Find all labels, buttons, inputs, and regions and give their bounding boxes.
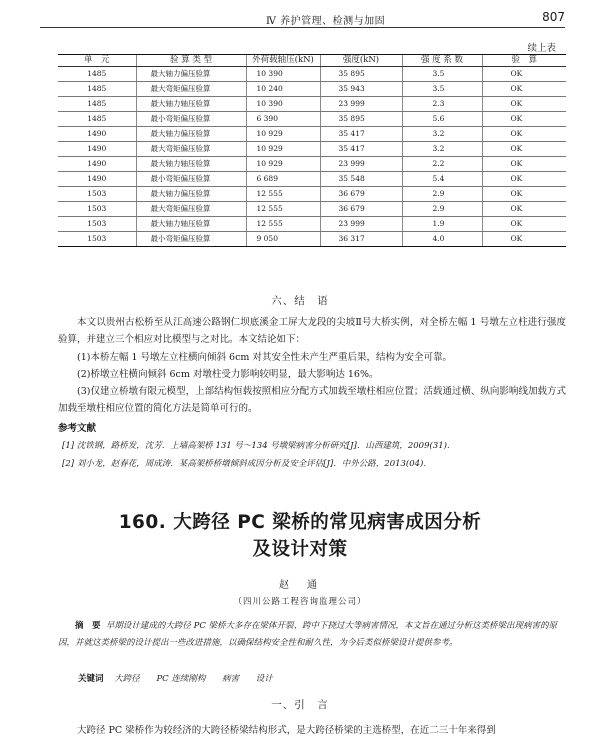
table-row bbox=[58, 172, 566, 187]
cell-unit: 1490 bbox=[58, 127, 136, 142]
keyword: 病害 bbox=[222, 674, 240, 684]
table-row bbox=[58, 187, 566, 202]
article-affiliation: （四川公路工程咨询监理公司） bbox=[233, 597, 367, 607]
cell-axial-load: 12 555 bbox=[246, 187, 320, 202]
article-title-line-1: 160. 大跨径 PC 梁桥的常见病害成因分析 bbox=[118, 512, 482, 533]
page-header bbox=[40, 8, 565, 28]
cell-strength-coef: 2.3 bbox=[402, 97, 482, 112]
cell-result: OK bbox=[482, 232, 566, 247]
col-header-result: 验 算 bbox=[482, 55, 566, 67]
cell-strength-coef: 3.5 bbox=[402, 82, 482, 97]
cell-strength: 36 679 bbox=[320, 202, 402, 217]
cell-unit: 1485 bbox=[58, 112, 136, 127]
cell-unit: 1490 bbox=[58, 142, 136, 157]
col-header-strength: 强度(kN) bbox=[320, 55, 402, 67]
abstract-text: 早期设计建成的大跨径 PC 梁桥大多存在梁体开裂、跨中下挠过大等病害情况，本文旨在通过分析这类桥梁出现病害的原因，并就这类桥梁的设计提出一些改进措施，以确保结构安全性和耐久性，为今后类似桥梁设计提供参考。 bbox=[58, 621, 558, 648]
cell-check-type: 最大弯矩偏压验算 bbox=[136, 142, 246, 157]
cell-result: OK bbox=[482, 187, 566, 202]
cell-check-type: 最小弯矩偏压验算 bbox=[136, 232, 246, 247]
cell-unit: 1485 bbox=[58, 82, 136, 97]
table-row bbox=[58, 202, 566, 217]
abstract-label: 摘 要 bbox=[75, 621, 101, 631]
cell-unit: 1503 bbox=[58, 217, 136, 232]
cell-check-type: 最大轴力轴压验算 bbox=[136, 157, 246, 172]
cell-check-type: 最小弯矩偏压验算 bbox=[136, 112, 246, 127]
cell-unit: 1503 bbox=[58, 232, 136, 247]
cell-check-type: 最大轴力偏压验算 bbox=[136, 67, 246, 82]
table-row bbox=[58, 142, 566, 157]
table-row bbox=[58, 97, 566, 112]
cell-strength-coef: 3.5 bbox=[402, 67, 482, 82]
cell-result: OK bbox=[482, 127, 566, 142]
table-row bbox=[58, 232, 566, 247]
conclusion-point-3: (3)仅建立桥墩有限元模型，上部结构恒载按照相应分配方式加载至墩柱相应位置；活载通过横、纵向影响线加载方式加载至墩柱相应位置的简化方法是简单可行的。 bbox=[58, 386, 566, 414]
cell-check-type: 最大轴力轴压验算 bbox=[136, 217, 246, 232]
cell-strength: 36 679 bbox=[320, 187, 402, 202]
keyword: 大跨径 bbox=[114, 674, 140, 684]
check-results-table bbox=[58, 54, 566, 247]
reference-item-1: [1] 沈铁钢，路桥发，沈芳．上墙高架桥 131 号～134 号墩梁病害分析研究[J]．山西建筑，2009(31)． bbox=[62, 441, 456, 451]
col-header-unit: 单 元 bbox=[58, 55, 136, 67]
cell-axial-load: 12 555 bbox=[246, 202, 320, 217]
table-header-row bbox=[58, 55, 566, 67]
cell-strength-coef: 3.2 bbox=[402, 127, 482, 142]
conclusion-heading: 六、结 语 bbox=[271, 295, 329, 307]
cell-result: OK bbox=[482, 217, 566, 232]
article-abstract bbox=[58, 618, 566, 652]
introduction-heading: 一、引 言 bbox=[271, 699, 329, 711]
cell-strength-coef: 5.4 bbox=[402, 172, 482, 187]
cell-unit: 1503 bbox=[58, 187, 136, 202]
cell-axial-load: 10 929 bbox=[246, 157, 320, 172]
cell-result: OK bbox=[482, 112, 566, 127]
keywords-label: 关键词 bbox=[78, 674, 104, 684]
cell-result: OK bbox=[482, 172, 566, 187]
cell-result: OK bbox=[482, 97, 566, 112]
cell-strength-coef: 2.9 bbox=[402, 202, 482, 217]
cell-check-type: 最小弯矩偏压验算 bbox=[136, 172, 246, 187]
table-row bbox=[58, 112, 566, 127]
conclusion-intro: 本文以贵州古松桥至从江高速公路钢仁坝底溪金工屏大龙段的尖坡Ⅱ号大桥实例，对全桥左幅 1 号墩左立柱进行强度验算，并建立三个相应对比模型与之对比。本文结论如下： bbox=[58, 317, 566, 345]
table-row bbox=[58, 82, 566, 97]
cell-strength-coef: 2.9 bbox=[402, 187, 482, 202]
conclusion-point-2: (2)桥墩立柱横向倾斜 6cm 对墩柱受力影响较明显，最大影响达 16%。 bbox=[77, 369, 379, 380]
cell-unit: 1503 bbox=[58, 202, 136, 217]
article-title-line-2: 及设计对策 bbox=[252, 539, 348, 560]
cell-axial-load: 10 929 bbox=[246, 142, 320, 157]
cell-axial-load: 6 689 bbox=[246, 172, 320, 187]
table-row bbox=[58, 67, 566, 82]
cell-strength-coef: 4.0 bbox=[402, 232, 482, 247]
cell-strength-coef: 5.6 bbox=[402, 112, 482, 127]
cell-strength: 35 417 bbox=[320, 142, 402, 157]
introduction-text: 大跨径 PC 梁桥作为较经济的大跨径桥梁结构形式，是大跨径桥梁的主选桥型，在近二三十年来得到 bbox=[77, 725, 496, 736]
references-heading: 参考文献 bbox=[58, 423, 97, 434]
table-continuation-label: 续上表 bbox=[527, 43, 556, 54]
cell-strength: 35 943 bbox=[320, 82, 402, 97]
reference-item-2: [2] 刘小龙，赵春花，周成涛．某高架桥桥墩倾斜成因分析及安全评估[J]．中外公路，2013(04)． bbox=[62, 459, 432, 469]
cell-axial-load: 10 929 bbox=[246, 127, 320, 142]
cell-result: OK bbox=[482, 67, 566, 82]
cell-strength: 35 895 bbox=[320, 67, 402, 82]
table-row bbox=[58, 157, 566, 172]
cell-result: OK bbox=[482, 202, 566, 217]
cell-axial-load: 9 050 bbox=[246, 232, 320, 247]
keyword: 设计 bbox=[255, 674, 273, 684]
cell-result: OK bbox=[482, 82, 566, 97]
cell-result: OK bbox=[482, 142, 566, 157]
cell-strength: 35 548 bbox=[320, 172, 402, 187]
cell-check-type: 最大轴力偏压验算 bbox=[136, 187, 246, 202]
cell-strength: 23 999 bbox=[320, 217, 402, 232]
cell-axial-load: 10 240 bbox=[246, 82, 320, 97]
cell-strength-coef: 3.2 bbox=[402, 142, 482, 157]
keywords-line bbox=[78, 672, 287, 684]
cell-strength-coef: 2.2 bbox=[402, 157, 482, 172]
cell-strength: 23 999 bbox=[320, 97, 402, 112]
cell-strength: 36 317 bbox=[320, 232, 402, 247]
cell-unit: 1485 bbox=[58, 67, 136, 82]
running-head: Ⅳ 养护管理、检测与加固 bbox=[266, 16, 386, 27]
cell-check-type: 最大轴力偏压验算 bbox=[136, 127, 246, 142]
cell-check-type: 最大弯矩偏压验算 bbox=[136, 202, 246, 217]
cell-axial-load: 10 390 bbox=[246, 67, 320, 82]
cell-strength: 35 895 bbox=[320, 112, 402, 127]
cell-strength-coef: 1.9 bbox=[402, 217, 482, 232]
cell-unit: 1490 bbox=[58, 172, 136, 187]
conclusion-point-1: (1)本桥左幅 1 号墩左立柱横向倾斜 6cm 对其安全性未产生严重后果，结构为安全可靠。 bbox=[77, 352, 452, 363]
cell-result: OK bbox=[482, 157, 566, 172]
col-header-check-type: 验 算 类 型 bbox=[136, 55, 246, 67]
cell-strength: 23 999 bbox=[320, 157, 402, 172]
cell-axial-load: 6 390 bbox=[246, 112, 320, 127]
cell-unit: 1490 bbox=[58, 157, 136, 172]
cell-strength: 35 417 bbox=[320, 127, 402, 142]
cell-unit: 1485 bbox=[58, 97, 136, 112]
keyword: PC 连续刚构 bbox=[156, 674, 206, 684]
cell-axial-load: 10 390 bbox=[246, 97, 320, 112]
cell-check-type: 最大轴力轴压验算 bbox=[136, 97, 246, 112]
table-row bbox=[58, 127, 566, 142]
cell-axial-load: 12 555 bbox=[246, 217, 320, 232]
article-author: 赵 通 bbox=[279, 580, 321, 591]
table-row bbox=[58, 217, 566, 232]
cell-check-type: 最大弯矩偏压验算 bbox=[136, 82, 246, 97]
page-number: 807 bbox=[542, 10, 565, 24]
col-header-strength-coef: 强 度 系 数 bbox=[402, 55, 482, 67]
col-header-axial-load: 外荷载轴压(kN) bbox=[246, 55, 320, 67]
